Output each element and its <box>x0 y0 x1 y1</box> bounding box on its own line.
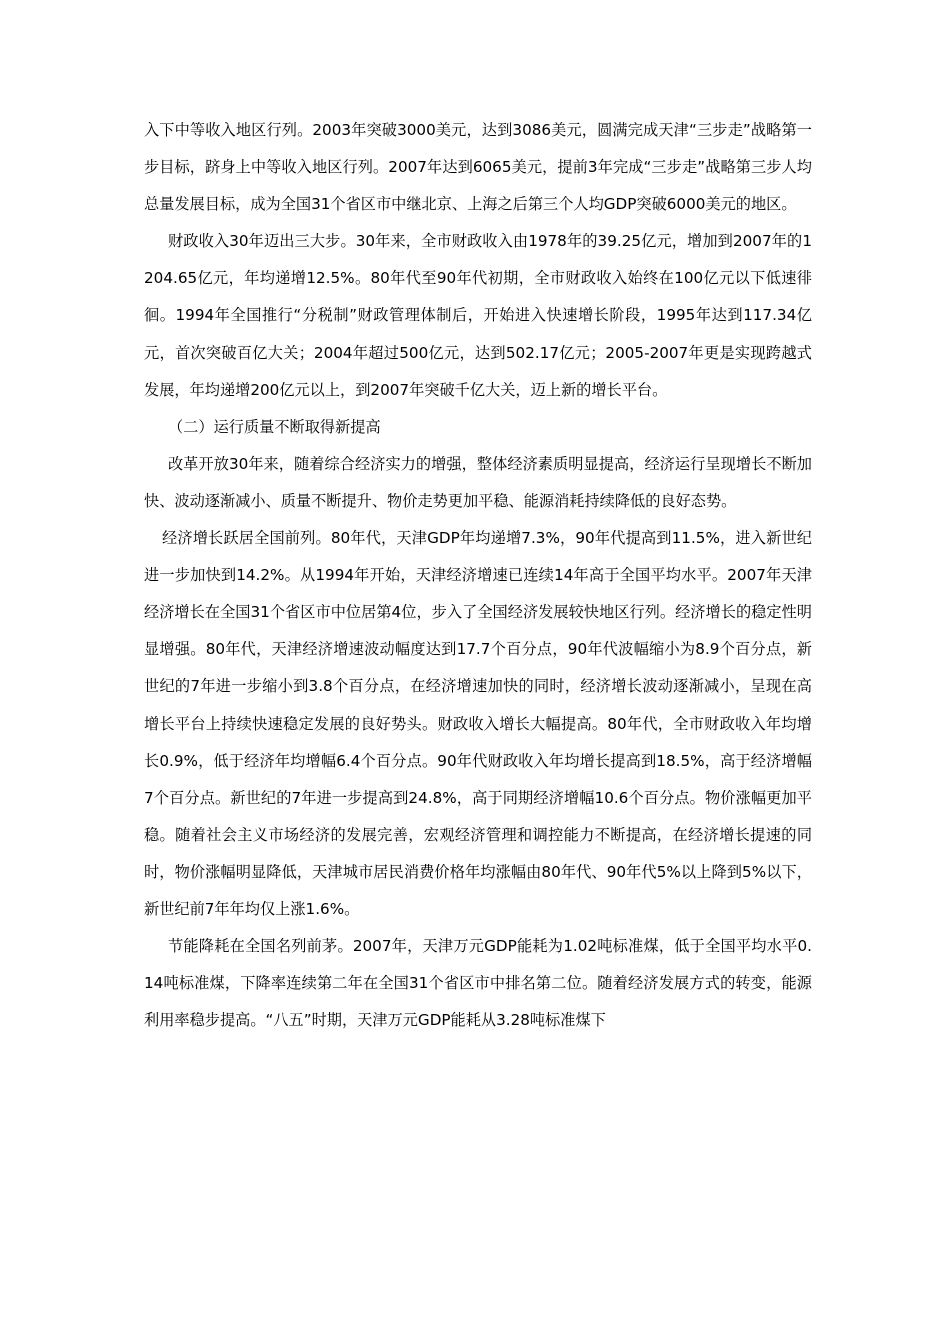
paragraph-growth: 经济增长跃居全国前列。80年代，天津GDP年均递增7.3%，90年代提高到11.5%，进入新世纪进一步加快到14.2%。从1994年开始，天津经济增速已连续14年高于全国平均水平。2007年天津经济增长在全国31个省区市中位居第4位，步入了全国经济发展较快地区行列。经济增长的稳定性明显增强。80年代，天津经济增速波动幅度达到17.7个百分点，90年代波幅缩小为8.9个百分点，新世纪的7年进一步缩小到3.8个百分点，在经济增速加快的同时，经济增长波动逐渐减小，呈现在高增长平台上持续快速稳定发展的良好势头。财政收入增长大幅提高。80年代，全市财政收入年均增长0.9%，低于经济年均增幅6.4个百分点。90年代财政收入年均增长提高到18.5%，高于经济增幅7个百分点。新世纪的7年进一步提高到24.8%，高于同期经济增幅10.6个百分点。物价涨幅更加平稳。随着社会主义市场经济的发展完善，宏观经济管理和调控能力不断提高，在经济增长提速的同时，物价涨幅明显降低，天津城市居民消费价格年均涨幅由80年代、90年代5%以上降到5%以下，新世纪前7年年均仅上涨1.6%。 <box>144 529 812 918</box>
paragraph-energy: 节能降耗在全国名列前茅。2007年，天津万元GDP能耗为1.02吨标准煤，低于全国平均水平0.14吨标准煤，下降率连续第二年在全国31个省区市中排名第二位。随着经济发展方式的转变，能源利用率稳步提高。“八五”时期，天津万元GDP能耗从3.28吨标准煤下 <box>144 937 812 1030</box>
paragraph-gdp-per-capita: 入下中等收入地区行列。2003年突破3000美元，达到3086美元，圆满完成天津“三步走”战略第一步目标，跻身上中等收入地区行列。2007年达到6065美元，提前3年完成“三步走”战略第三步人均总量发展目标，成为全国31个省区市中继北京、上海之后第三个人均GDP突破6000美元的地区。 <box>144 121 812 214</box>
paragraph-quality-intro: 改革开放30年来，随着综合经济实力的增强，整体经济素质明显提高，经济运行呈现增长不断加快、波动逐渐减小、质量不断提升、物价走势更加平稳、能源消耗持续降低的良好态势。 <box>144 454 812 510</box>
document-page <box>144 112 812 1039</box>
paragraph-fiscal-revenue: 财政收入30年迈出三大步。30年来，全市财政收入由1978年的39.25亿元，增加到2007年的1204.65亿元，年均递增12.5%。80年代至90年代初期，全市财政收入始终在100亿元以下低速徘徊。1994年全国推行“分税制”财政管理体制后，开始进入快速增长阶段，1995年达到117.34亿元，首次突破百亿大关；2004年超过500亿元，达到502.17亿元；2005-2007年更是实现跨越式发展，年均递增200亿元以上，到2007年突破千亿大关，迈上新的增长平台。 <box>144 232 812 399</box>
section-heading: （二）运行质量不断取得新提高 <box>168 417 381 436</box>
